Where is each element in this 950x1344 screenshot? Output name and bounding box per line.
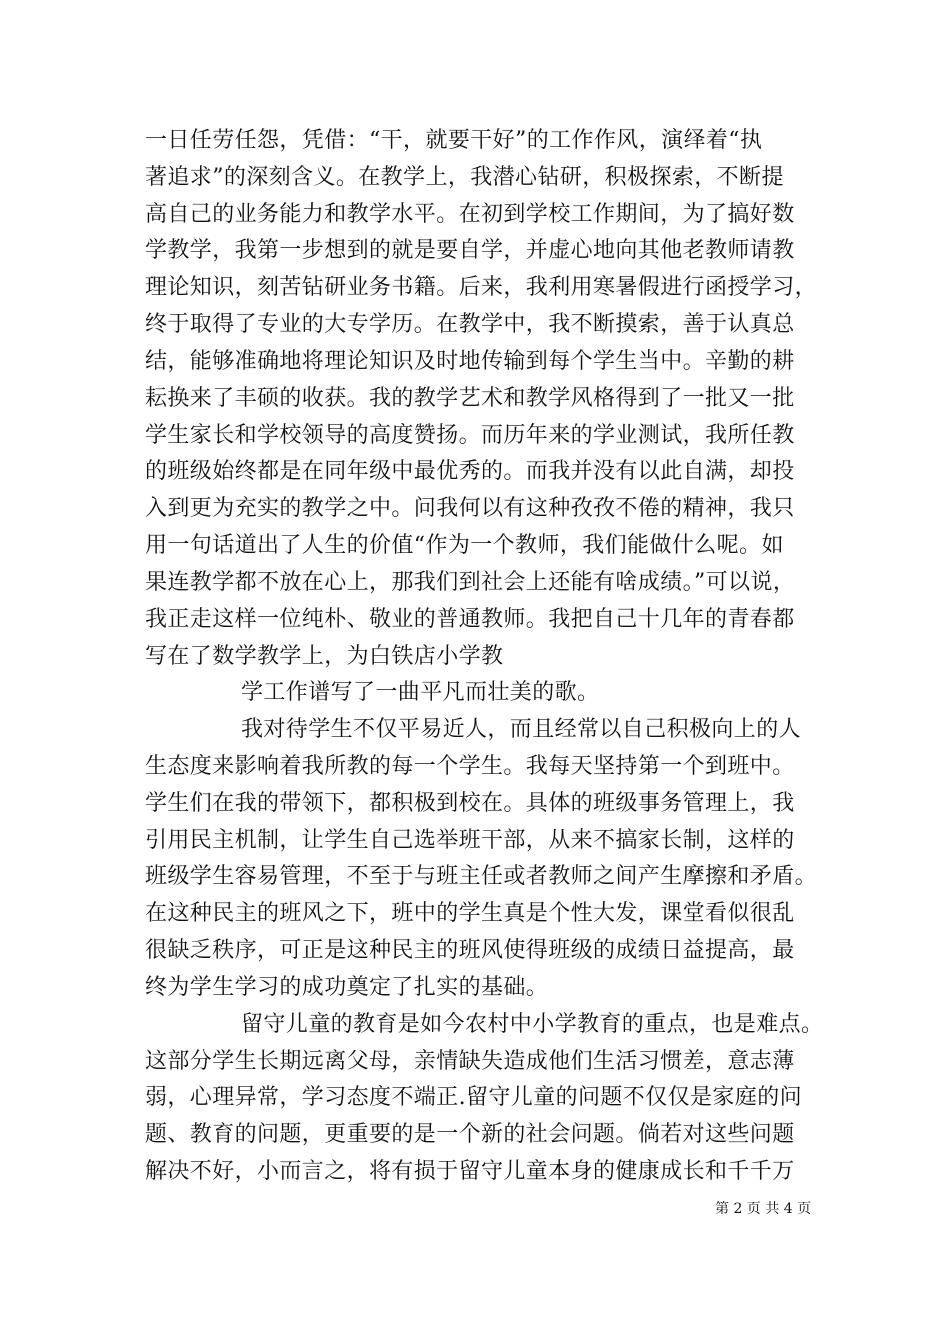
body-text-line: 生态度来影响着我所教的每一个学生。我每天坚持第一个到班中。: [145, 754, 795, 779]
body-text-line: 在这种民主的班风之下，班中的学生真是个性大发，课堂看似很乱: [145, 901, 795, 926]
body-text-line: 我正走这样一位纯朴、敬业的普通教师。我把自己十几年的青春都: [145, 607, 795, 632]
body-text-line: 写在了数学教学上，为白铁店小学教: [145, 644, 504, 669]
paragraph-start-line: 我对待学生不仅平易近人，而且经常以自己积极向上的人: [241, 717, 802, 742]
body-text-line: 用一句话道出了人生的价值“作为一个教师，我们能做什么呢。如: [145, 533, 784, 558]
body-text-line: 弱，心理异常，学习态度不端正.留守儿童的问题不仅仅是家庭的问: [145, 1085, 802, 1110]
body-text-line: 学生们在我的带领下，都积极到校在。具体的班级事务管理上，我: [145, 791, 795, 816]
body-text-line: 解决不好，小而言之，将有损于留守儿童本身的健康成长和千千万: [145, 1159, 795, 1184]
body-text-line: 一日任劳任怨，凭借：“干，就要干好”的工作作风，演绎着“执: [145, 128, 763, 153]
body-text-line: 结，能够准确地将理论知识及时地传输到每个学生当中。辛勤的耕: [145, 349, 795, 374]
body-text-line: 入到更为充实的教学之中。问我何以有这种孜孜不倦的精神，我只: [145, 496, 795, 521]
body-text-line: 终于取得了专业的大专学历。在教学中，我不断摸索，善于认真总: [145, 312, 795, 337]
body-text-line: 果连教学都不放在心上，那我们到社会上还能有啥成绩。”可以说，: [145, 570, 796, 595]
body-text-line: 这部分学生长期远离父母，亲情缺失造成他们生活习惯差，意志薄: [145, 1049, 795, 1074]
body-text-line: 耘换来了丰硕的收获。我的教学艺术和教学风格得到了一批又一批: [145, 386, 795, 411]
body-text-line: 的班级始终都是在同年级中最优秀的。而我并没有以此自满，却投: [145, 459, 795, 484]
body-text-line: 学教学，我第一步想到的就是要自学，并虚心地向其他老教师请教: [145, 238, 795, 263]
body-text-line: 很缺乏秩序，可正是这种民主的班风使得班级的成绩日益提高，最: [145, 938, 795, 963]
body-text-line: 引用民主机制，让学生自己选举班干部，从来不搞家长制，这样的: [145, 828, 795, 853]
body-text-line: 高自己的业务能力和教学水平。在初到学校工作期间，为了搞好数: [145, 202, 795, 227]
page-number-footer: 第 2 页 共 4 页: [715, 1201, 812, 1217]
body-text-line: 学工作谱写了一曲平凡而壮美的歌。: [241, 680, 600, 705]
body-text-line: 班级学生容易管理，不至于与班主任或者教师之间产生摩擦和矛盾。: [145, 864, 818, 889]
paragraph-start-line: 留守儿童的教育是如今农村中小学教育的重点，也是难点。: [241, 1012, 824, 1037]
body-text-line: 著追求”的深刻含义。在教学上，我潜心钻研，积极探索，不断提: [145, 165, 784, 190]
body-text-line: 学生家长和学校领导的高度赞扬。而历年来的学业测试，我所任教: [145, 423, 795, 448]
body-text-line: 题、教育的问题，更重要的是一个新的社会问题。倘若对这些问题: [145, 1122, 795, 1147]
body-text-line: 终为学生学习的成功奠定了扎实的基础。: [145, 975, 549, 1000]
body-text-line: 理论知识，刻苦钻研业务书籍。后来，我利用寒暑假进行函授学习，: [145, 275, 818, 300]
